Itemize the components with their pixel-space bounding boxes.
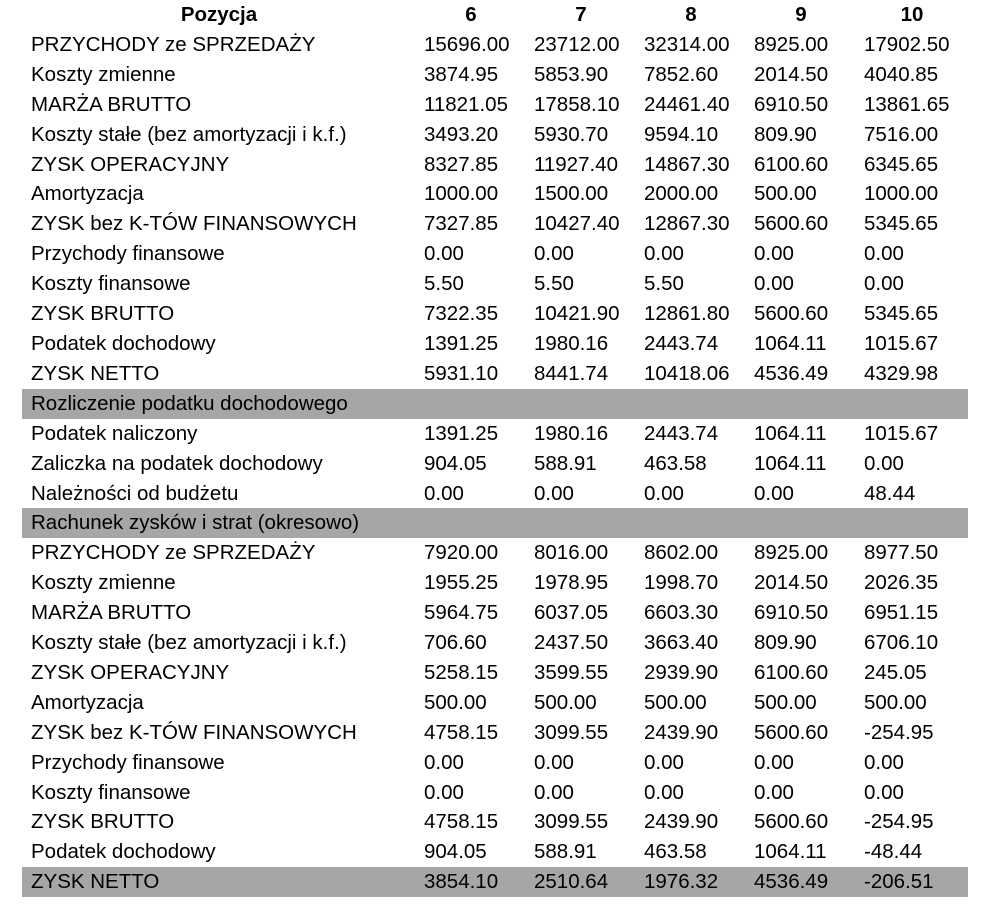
cell-value: 0.00 — [864, 451, 904, 475]
section-title: Rachunek zysków i strat (okresowo) — [22, 508, 968, 538]
row-label: Zaliczka na podatek dochodowy — [31, 451, 323, 475]
cell-value: 8602.00 — [644, 541, 719, 565]
cell-value: 15696.00 — [424, 32, 510, 56]
table-row — [22, 479, 968, 509]
cell-value: 1064.11 — [754, 840, 827, 864]
cell-value: 7322.35 — [424, 302, 499, 326]
section-header-row — [22, 508, 968, 538]
table-row — [22, 538, 968, 568]
cell-value: 2014.50 — [754, 62, 829, 86]
table-row — [22, 209, 968, 239]
row-label: Przychody finansowe — [31, 750, 225, 774]
cell-value: 5600.60 — [754, 720, 829, 744]
cell-value: 10418.06 — [644, 361, 730, 385]
cell-value: 0.00 — [534, 481, 574, 505]
cell-value: 2439.90 — [644, 720, 719, 744]
cell-value: 7327.85 — [424, 212, 499, 236]
cell-value: 0.00 — [864, 780, 904, 804]
cell-value: 588.91 — [534, 840, 597, 864]
cell-value: 7920.00 — [424, 541, 499, 565]
cell-value: 6910.50 — [754, 601, 829, 625]
cell-value: 24461.40 — [644, 92, 730, 116]
row-label: MARŻA BRUTTO — [31, 601, 192, 625]
cell-value: 4758.15 — [424, 720, 499, 744]
cell-value: 5600.60 — [754, 810, 829, 834]
cell-value: 0.00 — [864, 272, 904, 296]
header-period-6: 6 — [465, 3, 477, 26]
cell-value: 5853.90 — [534, 62, 609, 86]
row-label: Amortyzacja — [31, 690, 144, 714]
header-period-8: 8 — [685, 3, 697, 26]
cell-value: 0.00 — [864, 750, 904, 774]
cell-value: 0.00 — [424, 780, 464, 804]
cell-value: 0.00 — [754, 272, 794, 296]
cell-value: 1955.25 — [424, 571, 499, 595]
cell-value: 2026.35 — [864, 571, 939, 595]
cell-value: 0.00 — [534, 780, 574, 804]
row-label: Koszty zmienne — [31, 62, 176, 86]
cell-value: 500.00 — [754, 182, 817, 206]
table-row — [22, 688, 968, 718]
cell-value: 0.00 — [424, 481, 464, 505]
table-row — [22, 30, 968, 60]
cell-value: 0.00 — [644, 780, 684, 804]
financial-table — [22, 0, 968, 897]
cell-value: 8925.00 — [754, 32, 829, 56]
table-row — [22, 748, 968, 778]
row-label: Podatek dochodowy — [31, 840, 216, 864]
cell-value: 706.60 — [424, 631, 487, 655]
cell-value: 3493.20 — [424, 122, 499, 146]
table-row — [22, 179, 968, 209]
cell-value: 4329.98 — [864, 361, 939, 385]
row-label: Podatek dochodowy — [31, 331, 216, 355]
cell-value: 904.05 — [424, 451, 487, 475]
row-label: ZYSK bez K-TÓW FINANSOWYCH — [31, 212, 357, 236]
cell-value: 500.00 — [534, 690, 597, 714]
header-period-9: 9 — [795, 3, 807, 26]
cell-value: 12861.80 — [644, 302, 730, 326]
cell-value: 2443.74 — [644, 331, 719, 355]
cell-value: 17902.50 — [864, 32, 950, 56]
row-label: ZYSK BRUTTO — [31, 810, 175, 834]
cell-value: 13861.65 — [864, 92, 950, 116]
cell-value: 5.50 — [644, 272, 684, 296]
cell-value: 1391.25 — [424, 421, 499, 445]
cell-value: 1500.00 — [534, 182, 609, 206]
section-title: Rozliczenie podatku dochodowego — [22, 389, 968, 419]
row-label: Przychody finansowe — [31, 242, 225, 266]
cell-value: 8977.50 — [864, 541, 939, 565]
table-row — [22, 269, 968, 299]
row-label: ZYSK NETTO — [31, 361, 160, 385]
cell-value: 3099.55 — [534, 810, 609, 834]
row-label: ZYSK NETTO — [22, 867, 416, 897]
cell-value: 5930.70 — [534, 122, 609, 146]
cell-value: 463.58 — [644, 840, 707, 864]
header-label: Pozycja — [180, 3, 258, 26]
table-row — [22, 120, 968, 150]
cell-value: 809.90 — [754, 631, 817, 655]
cell-value: 500.00 — [644, 690, 707, 714]
cell-value: 4040.85 — [864, 62, 939, 86]
cell-value: 5964.75 — [424, 601, 499, 625]
cell-value: 6037.05 — [534, 601, 609, 625]
cell-value: 1015.67 — [864, 331, 939, 355]
cell-value: 4536.49 — [746, 867, 856, 897]
cell-value: 1978.95 — [534, 571, 609, 595]
cell-value: 0.00 — [754, 242, 794, 266]
cell-value: 5345.65 — [864, 302, 939, 326]
cell-value: 11821.05 — [424, 92, 508, 116]
cell-value: 588.91 — [534, 451, 597, 475]
cell-value: 4758.15 — [424, 810, 499, 834]
cell-value: 245.05 — [864, 660, 927, 684]
row-label: ZYSK OPERACYJNY — [31, 152, 230, 176]
cell-value: 6603.30 — [644, 601, 719, 625]
cell-value: 0.00 — [534, 750, 574, 774]
cell-value: 3854.10 — [416, 867, 526, 897]
table-row — [22, 449, 968, 479]
cell-value: 8441.74 — [534, 361, 609, 385]
cell-value: 500.00 — [754, 690, 817, 714]
cell-value: 1064.11 — [754, 451, 827, 475]
cell-value: 6951.15 — [864, 601, 939, 625]
cell-value: 2939.90 — [644, 660, 719, 684]
cell-value: 0.00 — [864, 242, 904, 266]
table-row — [22, 628, 968, 658]
row-label: Amortyzacja — [31, 182, 144, 206]
table-row — [22, 718, 968, 748]
table-row — [22, 807, 968, 837]
cell-value: 5600.60 — [754, 212, 829, 236]
cell-value: 0.00 — [644, 242, 684, 266]
cell-value: 6100.60 — [754, 152, 829, 176]
table-row — [22, 598, 968, 628]
section-header-row — [22, 389, 968, 419]
header-row — [22, 0, 968, 30]
cell-value: 6910.50 — [754, 92, 829, 116]
cell-value: 14867.30 — [644, 152, 730, 176]
cell-value: -254.95 — [864, 810, 934, 834]
cell-value: 6706.10 — [864, 631, 939, 655]
cell-value: 23712.00 — [534, 32, 620, 56]
row-label: Podatek naliczony — [31, 421, 198, 445]
cell-value: 11927.40 — [534, 152, 618, 176]
cell-value: 463.58 — [644, 451, 707, 475]
cell-value: 3663.40 — [644, 631, 719, 655]
cell-value: 4536.49 — [754, 361, 829, 385]
cell-value: 8925.00 — [754, 541, 829, 565]
table-body — [22, 30, 968, 897]
row-label: PRZYCHODY ze SPRZEDAŻY — [31, 541, 316, 565]
row-label: Koszty finansowe — [31, 272, 191, 296]
cell-value: 10427.40 — [534, 212, 620, 236]
cell-value: 1391.25 — [424, 331, 499, 355]
cell-value: 500.00 — [864, 690, 927, 714]
cell-value: 5931.10 — [424, 361, 499, 385]
cell-value: 0.00 — [424, 750, 464, 774]
row-label: MARŻA BRUTTO — [31, 92, 192, 116]
row-label: ZYSK BRUTTO — [31, 302, 175, 326]
cell-value: 809.90 — [754, 122, 817, 146]
table-row — [22, 299, 968, 329]
table-row — [22, 867, 968, 897]
row-label: Koszty finansowe — [31, 780, 191, 804]
cell-value: 1976.32 — [636, 867, 746, 897]
table-row — [22, 419, 968, 449]
cell-value: 2443.74 — [644, 421, 719, 445]
cell-value: 5258.15 — [424, 660, 499, 684]
cell-value: 1000.00 — [864, 182, 939, 206]
row-label: Koszty stałe (bez amortyzacji i k.f.) — [31, 631, 347, 655]
cell-value: 48.44 — [864, 481, 916, 505]
row-label: Koszty stałe (bez amortyzacji i k.f.) — [31, 122, 347, 146]
row-label: PRZYCHODY ze SPRZEDAŻY — [31, 32, 316, 56]
cell-value: 1980.16 — [534, 421, 609, 445]
cell-value: 1980.16 — [534, 331, 609, 355]
cell-value: 5345.65 — [864, 212, 939, 236]
cell-value: 12867.30 — [644, 212, 730, 236]
table-row — [22, 60, 968, 90]
cell-value: 6345.65 — [864, 152, 939, 176]
cell-value: 5.50 — [534, 272, 574, 296]
cell-value: 0.00 — [754, 750, 794, 774]
cell-value: 2439.90 — [644, 810, 719, 834]
cell-value: 5.50 — [424, 272, 464, 296]
table-row — [22, 359, 968, 389]
cell-value: -48.44 — [864, 840, 923, 864]
cell-value: 0.00 — [424, 242, 464, 266]
cell-value: 8327.85 — [424, 152, 499, 176]
cell-value: -254.95 — [864, 720, 934, 744]
table-row — [22, 150, 968, 180]
cell-value: 0.00 — [644, 481, 684, 505]
cell-value: 9594.10 — [644, 122, 719, 146]
cell-value: 2000.00 — [644, 182, 719, 206]
cell-value: 0.00 — [754, 481, 794, 505]
cell-value: 904.05 — [424, 840, 487, 864]
cell-value: 6100.60 — [754, 660, 829, 684]
cell-value: 17858.10 — [534, 92, 620, 116]
table-row — [22, 837, 968, 867]
cell-value: 3599.55 — [534, 660, 609, 684]
cell-value: 1064.11 — [754, 421, 827, 445]
cell-value: 2014.50 — [754, 571, 829, 595]
table-row — [22, 658, 968, 688]
cell-value: 8016.00 — [534, 541, 609, 565]
header-period-7: 7 — [575, 3, 587, 26]
cell-value: 0.00 — [534, 242, 574, 266]
financial-table-sheet — [22, 0, 968, 897]
row-label: Koszty zmienne — [31, 571, 176, 595]
cell-value: 0.00 — [644, 750, 684, 774]
cell-value: 2510.64 — [526, 867, 636, 897]
cell-value: 32314.00 — [644, 32, 730, 56]
cell-value: 0.00 — [754, 780, 794, 804]
row-label: Należności od budżetu — [31, 481, 239, 505]
table-row — [22, 329, 968, 359]
cell-value: 1064.11 — [754, 331, 827, 355]
cell-value: 1998.70 — [644, 571, 719, 595]
cell-value: 7852.60 — [644, 62, 719, 86]
cell-value: 10421.90 — [534, 302, 620, 326]
header-period-10: 10 — [900, 3, 924, 26]
cell-value: 3874.95 — [424, 62, 499, 86]
cell-value: 1015.67 — [864, 421, 939, 445]
table-row — [22, 90, 968, 120]
cell-value: 500.00 — [424, 690, 487, 714]
row-label: ZYSK OPERACYJNY — [31, 660, 230, 684]
cell-value: 5600.60 — [754, 302, 829, 326]
cell-value: 3099.55 — [534, 720, 609, 744]
table-row — [22, 568, 968, 598]
table-row — [22, 778, 968, 808]
cell-value: 2437.50 — [534, 631, 609, 655]
table-row — [22, 239, 968, 269]
row-label: ZYSK bez K-TÓW FINANSOWYCH — [31, 720, 357, 744]
cell-value: 1000.00 — [424, 182, 499, 206]
cell-value: 7516.00 — [864, 122, 939, 146]
cell-value: -206.51 — [856, 867, 968, 897]
